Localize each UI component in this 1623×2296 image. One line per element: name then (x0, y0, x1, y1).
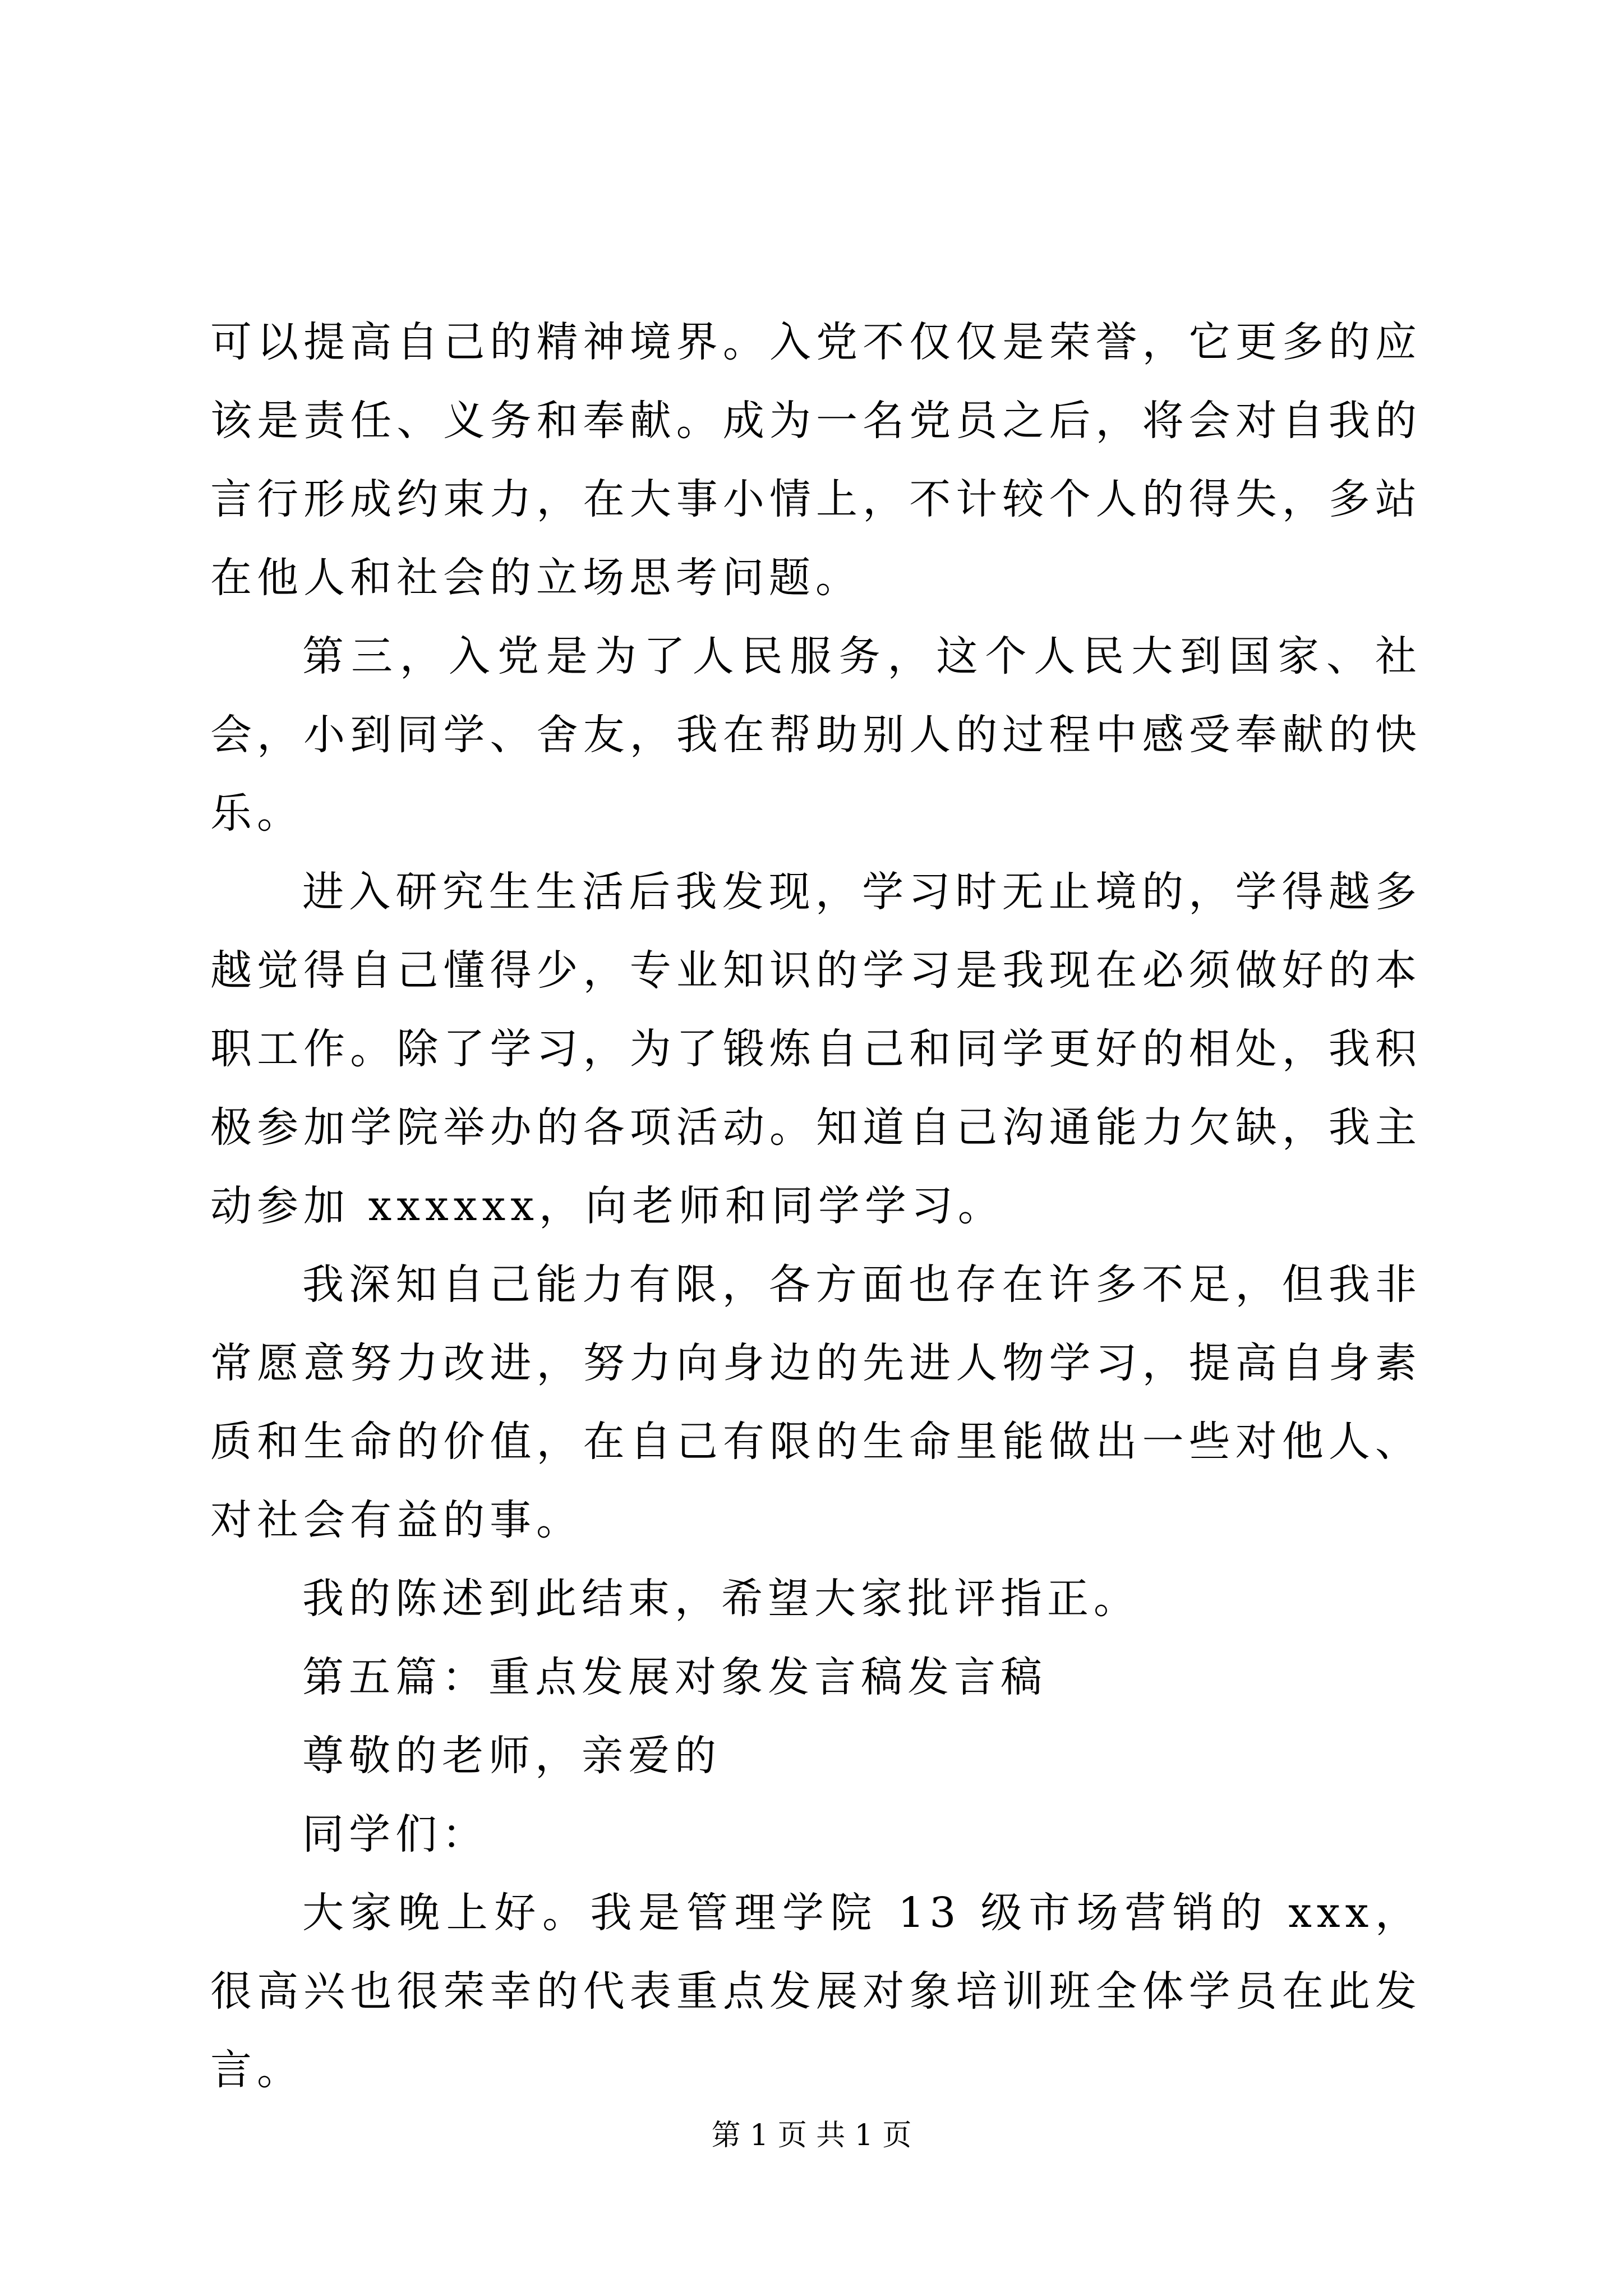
paragraph-4: 我深知自己能力有限，各方面也存在许多不足，但我非常愿意努力改进，努力向身边的先进人物学习，提高自身素质和生命的价值，在自己有限的生命里能做出一些对他人、对社会有益的事。 (210, 1260, 1422, 1544)
paragraph-2: 第三，入党是为了人民服务，这个人民大到国家、社会，小到同学、舍友，我在帮助别人的过程中感受奉献的快乐。 (210, 632, 1422, 838)
paragraph-6: 大家晚上好。我是管理学院 13 级市场营销的 xxx，很高兴也很荣幸的代表重点发展对象培训班全体学员在此发言。 (210, 1889, 1422, 2094)
paragraph-5: 我的陈述到此结束，希望大家批评指正。 (302, 1575, 1140, 1623)
salutation-line-2: 同学们： (302, 1810, 488, 1858)
section-heading: 第五篇：重点发展对象发言稿发言稿 (302, 1653, 1047, 1701)
document-body (210, 303, 1422, 2109)
page-footer: 第 1 页 共 1 页 (711, 2119, 912, 2152)
paragraph-1: 可以提高自己的精神境界。入党不仅仅是荣誉，它更多的应该是责任、义务和奉献。成为一名党员之后，将会对自我的言行形成约束力，在大事小情上，不计较个人的得失，多站在他人和社会的立场思考问题。 (210, 318, 1422, 602)
salutation-line-1: 尊敬的老师，亲爱的 (302, 1732, 721, 1780)
paragraph-3: 进入研究生生活后我发现，学习时无止境的，学得越多越觉得自己懂得少，专业知识的学习是我现在必须做好的本职工作。除了学习，为了锻炼自己和同学更好的相处，我积极参加学院举办的各项活动。知道自己沟通能力欠缺，我主动参加 xxxxxx，向老师和同学学习。 (210, 868, 1422, 1230)
